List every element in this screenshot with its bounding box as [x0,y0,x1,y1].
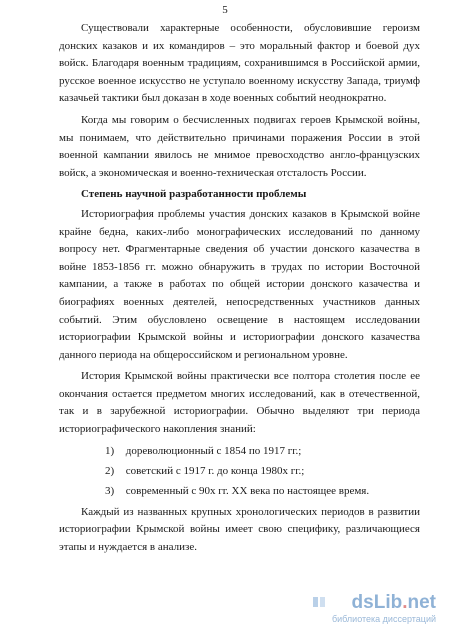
dslib-logo-icon [312,595,326,609]
historiography-paragraph-3: Каждый из названных крупных хронологических периодов в развитии историографии Крымской войны имеет свою специфику, различающиеся этапы и нуждается в анализе. [59,505,420,553]
period-item [59,483,420,501]
period-item [59,443,420,461]
dslib-watermark [306,593,436,627]
period-list [59,443,420,501]
period-text: дореволюционный с 1854 по 1917 гг.; [125,444,302,457]
dslib-logo-text [352,593,436,613]
dslib-caption: библиотека диссертаций [331,614,436,624]
document-body [59,20,420,560]
period-item [59,463,420,481]
period-number: 2) [105,464,115,477]
logo-tld: net [407,592,436,613]
period-text: советский с 1917 г. до конца 1980х гг.; [125,464,305,477]
intro-paragraph-1: Существовали характерные особенности, обусловившие героизм донских казаков и их командиров – это моральный фактор и боевой дух войск. Благодаря военным традициям, сохранившимся в Российской армии, русское военное искусство не уступало военному искусству Запада, триумф казачьей тактики был доказан в ходе военных событий неоднократно. [59,22,420,105]
logo-main: dsLib [351,592,403,613]
period-number: 3) [105,485,115,498]
period-number: 1) [105,444,115,457]
period-text: современный с 90х гг. XX века по настоящее время. [125,485,370,498]
page-number: 5 [222,4,228,16]
section-heading: Степень научной разработанности проблемы [81,188,307,201]
intro-paragraph-2: Когда мы говорим о бесчисленных подвигах героев Крымской войны, мы понимаем, что действительно причинами поражения России в этой военной кампании явилось не мнимое превосходство англо-французских войск, а экономическая и военно-техническая отсталость России. [59,113,420,179]
historiography-paragraph-2: История Крымской войны практически все полтора столетия после ее окончания остается предметом многих исследований, как в отечественной, так и в зарубежной историографии. Обычно выделяют три периода историографического накопления знаний: [59,370,420,436]
historiography-paragraph-1: Историография проблемы участия донских казаков в Крымской войне крайне бедна, каких-либо монографических исследований по данному вопросу нет. Фрагментарные сведения об участии донского казачества в войне 1853-1856 гг. можно обнаружить в трудах по истории Восточной кампании, а также в работах по общей истории донского казачества и биографиях военных деятелей, непосредственных участников данных событий. Этим обусловлено освещение в настоящем исследовании историографии Крымской войны и историографии донского казачества данного периода на общероссийском и региональном уровне. [59,207,420,361]
logo-dot: . [402,592,408,613]
